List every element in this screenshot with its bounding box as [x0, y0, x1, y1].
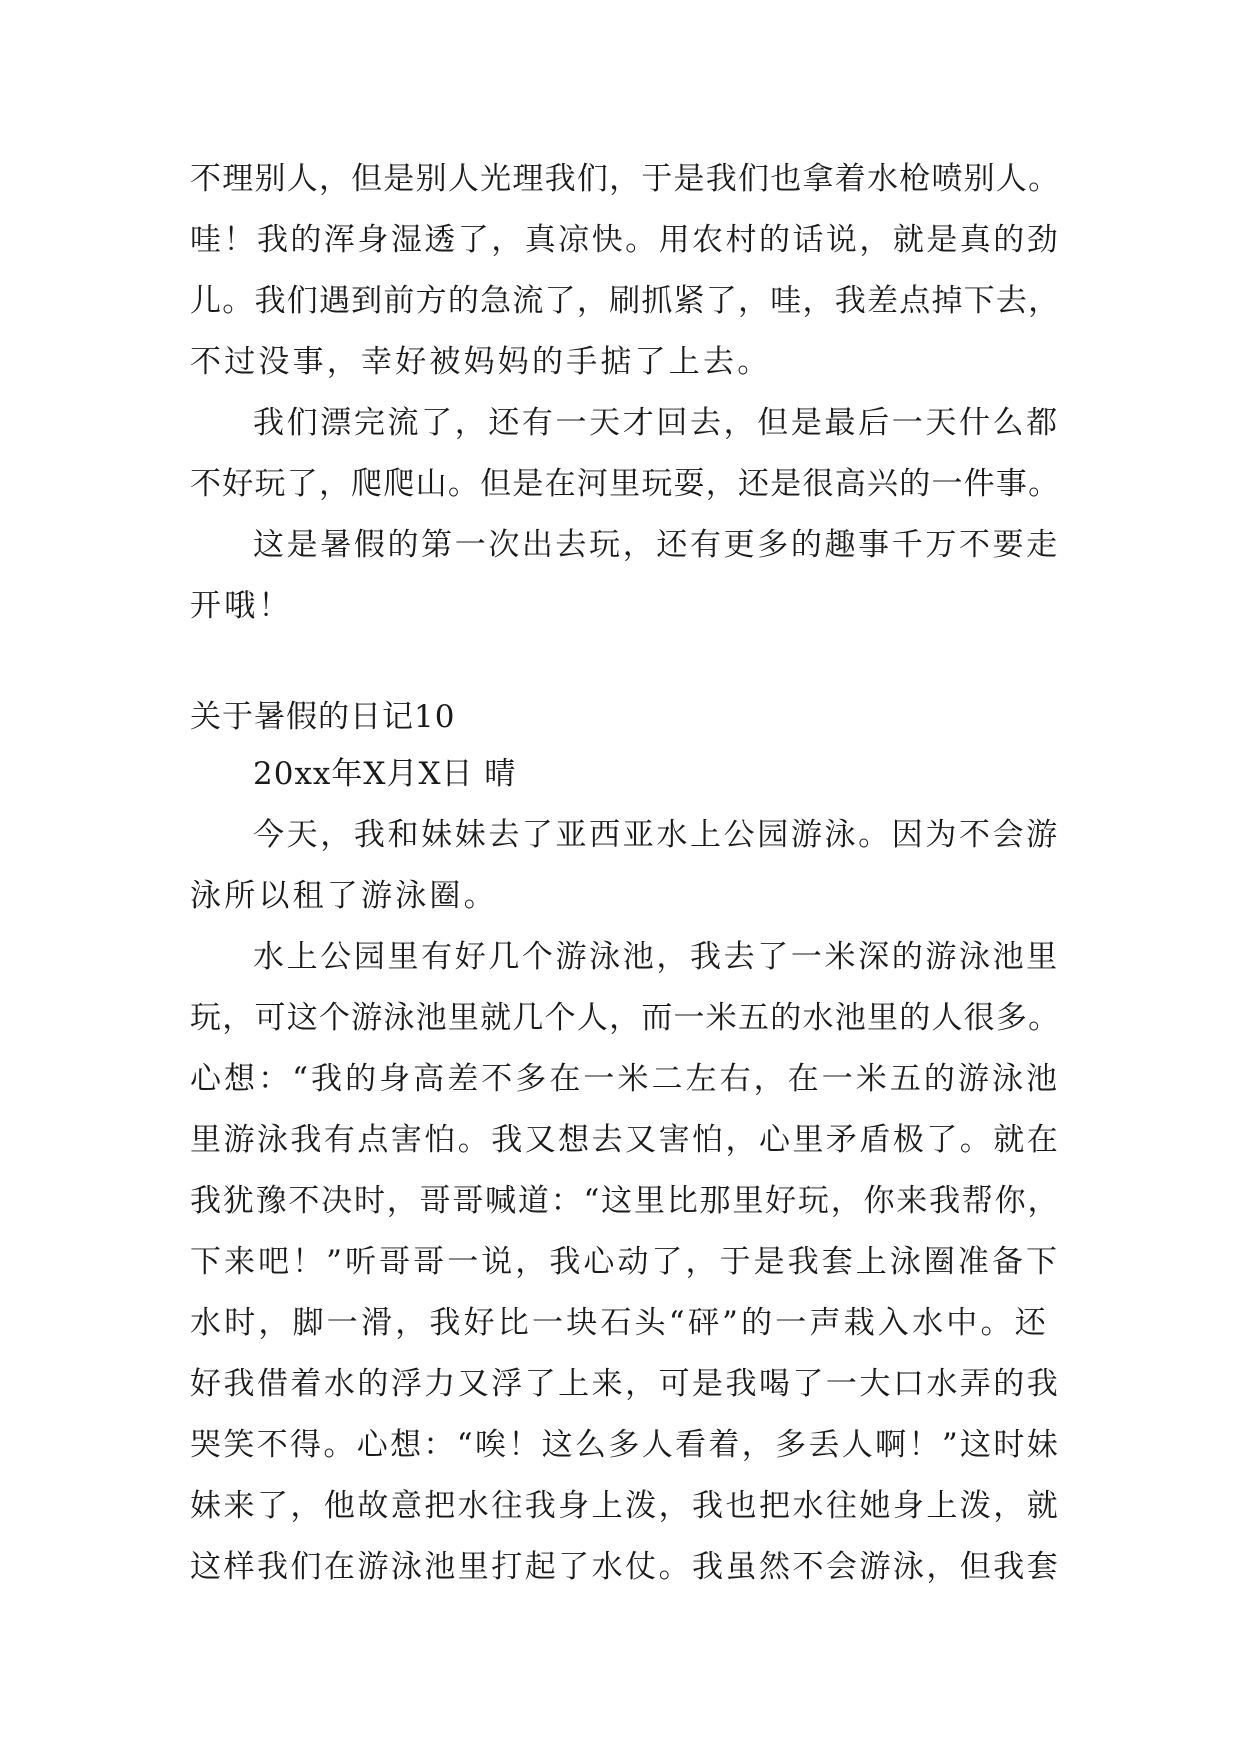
paragraph-line: 这样我们在游泳池里打起了水仗。我虽然不会游泳，但我套: [190, 1549, 1061, 1585]
paragraph-line: 这是暑假的第一次出去玩，还有更多的趣事千万不要走: [253, 527, 1060, 563]
paragraph-line: 我们漂完流了，还有一天才回去，但是最后一天什么都: [253, 405, 1060, 441]
paragraph-line: 里游泳我有点害怕。我又想去又害怕，心里矛盾极了。就在: [190, 1122, 1061, 1158]
paragraph-line: 我犹豫不决时，哥哥喊道：“这里比那里好玩，你来我帮你，: [190, 1183, 1061, 1219]
section-title: 关于暑假的日记10: [190, 699, 456, 735]
paragraph-line: 儿。我们遇到前方的急流了，刷抓紧了，哇，我差点掉下去，: [190, 283, 1061, 319]
paragraph-line: 不好玩了，爬爬山。但是在河里玩耍，还是很高兴的一件事。: [190, 466, 1061, 502]
paragraph-line: 哇！我的浑身湿透了，真凉快。用农村的话说，就是真的劲: [190, 222, 1061, 258]
paragraph-line: 玩，可这个游泳池里就几个人，而一米五的水池里的人很多。: [190, 1000, 1061, 1036]
paragraph-line: 今天，我和妹妹去了亚西亚水上公园游泳。因为不会游: [253, 817, 1060, 853]
date-line: 20xx年X月X日 晴: [253, 756, 517, 792]
paragraph-line: 水上公园里有好几个游泳池，我去了一米深的游泳池里: [253, 939, 1060, 975]
paragraph-line: 下来吧！”听哥哥一说，我心动了，于是我套上泳圈准备下: [190, 1244, 1061, 1280]
paragraph-line: 开哦！: [190, 588, 293, 624]
paragraph-line: 心想：“我的身高差不多在一米二左右，在一米五的游泳池: [190, 1061, 1061, 1097]
paragraph-line: 妹来了，他故意把水往我身上泼，我也把水往她身上泼，就: [190, 1488, 1061, 1524]
paragraph-line: 不理别人，但是别人光理我们，于是我们也拿着水枪喷别人。: [190, 161, 1061, 197]
paragraph-line: 哭笑不得。心想：“唉！这么多人看着，多丢人啊！”这时妹: [190, 1427, 1061, 1463]
paragraph-line: 水时，脚一滑，我好比一块石头“砰”的一声栽入水中。还: [190, 1305, 1049, 1341]
paragraph-line: 好我借着水的浮力又浮了上来，可是我喝了一大口水弄的我: [190, 1366, 1061, 1402]
paragraph-line: 泳所以租了游泳圈。: [190, 878, 498, 914]
paragraph-line: 不过没事，幸好被妈妈的手掂了上去。: [190, 344, 772, 380]
